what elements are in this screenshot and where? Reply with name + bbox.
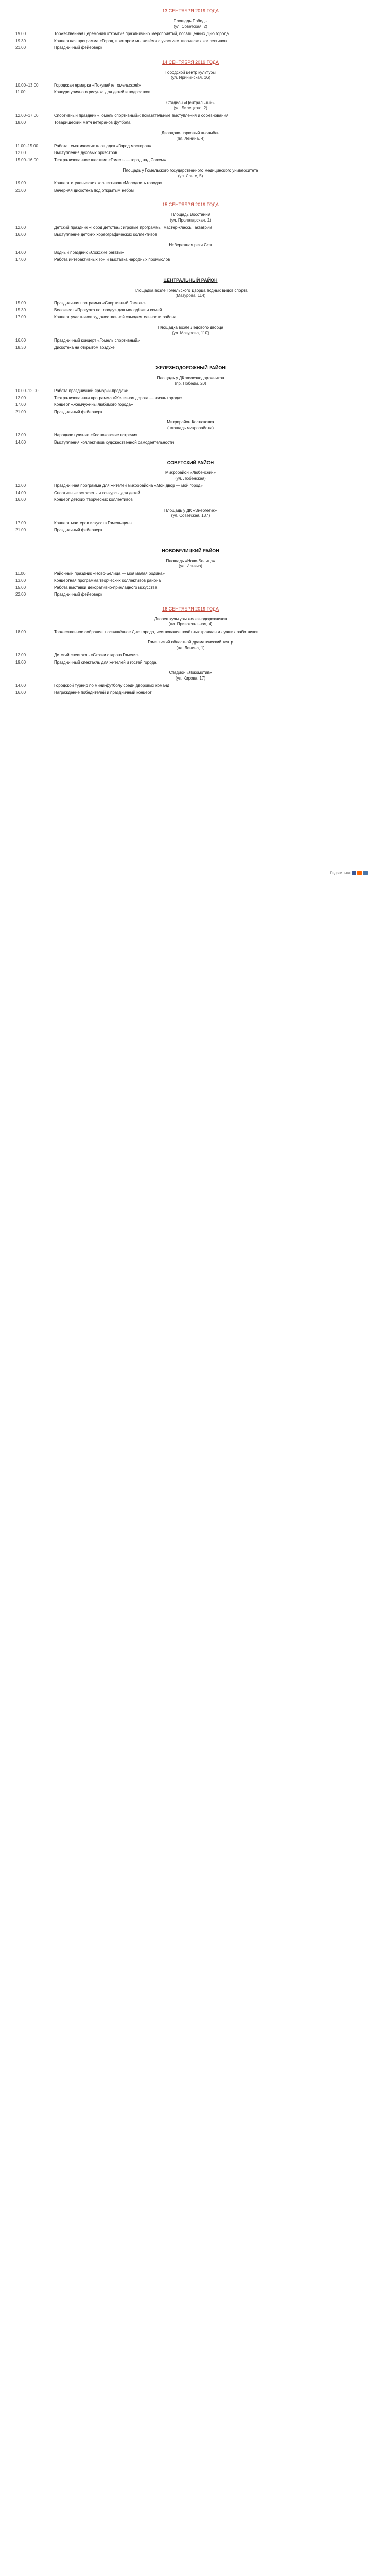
venue-name: Площадь у Гомельского государственного медицинского университета [123,168,258,173]
schedule-row [15,521,366,527]
venue-address: (ул. Пролетарская, 1) [170,217,211,223]
time-label: 18.30 [15,345,26,350]
venue-name: Дворец культуры железнодорожников [154,616,227,621]
time-label: 19.30 [15,38,26,43]
district-heading: НОВОБЕЛИЦКИЙ РАЙОН [162,548,219,553]
venue-address: (пл. Ленина, 4) [176,136,205,141]
share-label: Поделиться: [330,871,351,875]
venue-address: (Мазурова, 114) [175,293,206,298]
district-heading: ЦЕНТРАЛЬНЫЙ РАЙОН [163,277,218,283]
event-description: Театрализованная программа «Железная дорога — жизнь города» [54,395,183,400]
venue-name: Микрорайон «Любенский» [165,470,216,475]
schedule-row [15,585,366,591]
schedule-row [15,301,366,307]
venue-name: Набережная реки Сож [169,243,212,247]
schedule-row [15,433,366,438]
venue-name: Площадка возле Ледового дворца [158,325,223,330]
event-description: Праздничный фейерверк [54,409,102,414]
time-label: 22.00 [15,592,26,597]
venue-block [15,288,366,299]
facebook-icon[interactable] [352,871,356,875]
event-description: Народное гуляние «Костюковские встречи» [54,433,138,437]
event-description: Работа выставки декоративно-прикладного искусства [54,585,158,590]
schedule-row [15,315,366,320]
section-spacer [15,599,366,603]
venue-name: Дворцово-парковый ансамбль [161,130,220,135]
venue-block [15,470,366,481]
event-description: Спортивный праздник «Гомель спортивный»: показательные выступления и соревнования [54,113,229,118]
time-label: 11.00–15.00 [15,143,38,148]
venue-block [15,131,366,142]
event-description: Концерт мастеров искусств Гомельщины [54,520,133,526]
venue-block [15,243,366,248]
time-label: 15.00 [15,300,26,306]
time-label: 14.00 [15,683,26,688]
section-spacer [15,264,366,268]
schedule-row [15,571,366,577]
time-label: 21.00 [15,528,26,532]
time-label: 10.00–12.00 [15,388,39,393]
event-description: Районный праздник «Ново-Белица — моя малая родина» [54,571,165,576]
time-label: 16.00 [15,690,26,695]
vk-icon[interactable] [363,871,368,875]
event-description: Праздничная программа для жителей микрорайона «Мой двор — мой город» [54,483,203,488]
event-description: Театрализованное шествие «Гомель — город над Сожем» [54,157,166,162]
event-description: Детский спектакль «Сказки старого Гомеля» [54,653,139,657]
event-description: Товарищеский матч ветеранов футбола [54,120,131,125]
time-label: 21.00 [15,409,26,414]
venue-block [15,325,366,336]
event-description: Праздничный фейерверк [54,45,102,50]
time-label: 12.00 [15,395,26,400]
venue-address: (ул. Ланге, 5) [178,173,203,178]
schedule-row [15,388,366,394]
section-spacer [15,195,366,199]
time-label: 16.00 [15,497,26,502]
event-description: Выступления коллективов художественной самодеятельности [54,439,174,445]
time-label: 21.00 [15,188,26,193]
time-label: 14.00 [15,250,26,255]
event-description: Городская ярмарка «Покупайте гомельское!» [54,82,141,88]
time-label: 18.00 [15,120,26,125]
venue-block [15,558,366,569]
schedule-row [15,396,366,401]
venue-address: (ул. Советская, 137) [171,513,210,518]
ok-icon[interactable] [357,871,362,875]
venue-address: (ул. Ирининская, 16) [170,75,211,80]
venue-block [15,640,366,651]
time-label: 12.00–17.00 [15,113,39,118]
event-description: Дискотека на открытом воздухе [54,345,115,350]
time-label: 17.00 [15,257,26,262]
event-description: Водный праздник «Сожские регаты» [54,250,124,255]
time-label: 19.00 [15,181,26,185]
event-description: Работа интерактивных зон и выставка народных промыслов [54,257,170,262]
schedule-row [15,578,366,584]
venue-name: Стадион «Центральный» [166,100,215,105]
schedule-row [15,188,366,194]
venue-block [15,168,366,179]
time-label: 12.00 [15,483,26,488]
event-description: Награждение победителей и праздничный концерт [54,690,152,695]
time-label: 16.00 [15,338,26,343]
event-description: Праздничная программа «Спортивный Гомель» [54,300,146,306]
venue-name: Гомельский областной драматический театр [148,640,233,645]
venue-name: Площадь «Ново-Белица» [166,558,215,563]
event-description: Выступления духовых оркестров [54,150,117,155]
date-heading: 15 СЕНТЯБРЯ 2019 ГОДА [162,202,219,207]
venue-block [15,100,366,111]
time-label: 14.00 [15,490,26,495]
time-label: 13.00 [15,578,26,583]
time-label: 12.00 [15,150,26,155]
schedule-row [15,345,366,351]
schedule-row [15,113,366,119]
date-heading: 14 СЕНТЯБРЯ 2019 ГОДА [162,59,219,65]
district-heading: СОВЕТСКИЙ РАЙОН [167,460,214,465]
time-label: 12.00 [15,433,26,437]
event-description: Спортивные эстафеты и конкурсы для детей [54,490,140,495]
venue-address: (площадь микрорайона) [167,425,214,430]
event-description: Концертная программа творческих коллективов района [54,578,161,583]
schedule-row [15,250,366,256]
date-heading: 16 СЕНТЯБРЯ 2019 ГОДА [162,606,219,612]
event-description: Конкурс уличного рисунка для детей и подростков [54,90,151,94]
district-heading: ЖЕЛЕЗНОДОРОЖНЫЙ РАЙОН [155,365,226,370]
schedule-row [15,653,366,658]
venue-address: (пл. Ленина, 1) [176,645,205,650]
section-spacer [15,447,366,451]
venue-name: Площадь Победы [173,19,208,23]
schedule-row [15,497,366,503]
schedule-row [15,181,366,187]
section-spacer [15,53,366,57]
date-heading: 13 СЕНТЯБРЯ 2019 ГОДА [162,8,219,13]
schedule-row [15,308,366,313]
schedule-row [15,410,366,415]
schedule-row [15,660,366,666]
schedule-row [15,150,366,156]
schedule-row [15,39,366,44]
venue-name: Микрорайон Костюковка [167,420,214,425]
event-description: Праздничный фейерверк [54,528,102,532]
schedule-row [15,232,366,238]
event-description: Торжественное собрание, посвящённое Дню города, чествование почётных граждан и лучших работников [54,629,259,634]
time-label: 16.00 [15,232,26,237]
schedule-row [15,490,366,496]
event-description: Работа тематических площадок «Город мастеров» [54,143,151,148]
venue-block [15,420,366,431]
venue-address: (ул. Ильича) [179,564,202,568]
event-description: Концерт студенческих коллективов «Молодость города» [54,181,163,185]
schedule-row [15,592,366,598]
venue-address: (ул. Билецкого, 2) [174,106,207,110]
time-label: 15.00–16.00 [15,157,39,162]
venue-block [15,19,366,29]
schedule-row [15,90,366,95]
schedule-row [15,402,366,408]
venue-address: (ул. Любенская) [175,476,206,481]
schedule-row [15,690,366,696]
schedule-row [15,31,366,37]
venue-block [15,670,366,681]
section-spacer [15,535,366,539]
time-label: 18.00 [15,629,26,634]
venue-name: Площадь у ДК «Энергетик» [164,507,217,513]
schedule-row [15,158,366,163]
event-description: Вечерняя дискотека под открытым небом [54,188,134,193]
event-description: Концерт детских творческих коллективов [54,497,133,502]
time-label: 21.00 [15,45,26,50]
venue-name: Площадка возле Гомельского Дворца водных видов спорта [133,287,248,293]
venue-block [15,376,366,386]
venue-name: Площадь Восстания [170,212,211,217]
time-label: 17.00 [15,520,26,526]
venue-block [15,212,366,223]
schedule-row [15,120,366,126]
event-description: Выступление детских хореографических коллективов [54,232,158,237]
time-label: 15.30 [15,308,26,312]
venue-address: (ул. Советская, 2) [174,24,207,29]
schedule-row [15,45,366,51]
venue-block [15,508,366,519]
section-spacer [15,697,366,701]
schedule-row [15,83,366,89]
time-label: 15.00 [15,585,26,590]
time-label: 14.00 [15,439,26,445]
event-description: Велоквест «Прогулка по городу» для молодёжи и семей [54,308,162,312]
schedule-row [15,144,366,149]
venue-address: (пл. Привокзальная, 4) [168,622,213,626]
event-description: Концертная программа «Город, в котором мы живём» с участием творческих коллективов [54,38,227,43]
time-label: 12.00 [15,653,26,657]
time-label: 17.00 [15,314,26,319]
schedule-row [15,528,366,533]
time-label: 17.00 [15,402,26,407]
time-label: 19.00 [15,659,26,665]
schedule-row [15,630,366,635]
venue-address: (пр. Победы, 20) [175,381,206,386]
venue-address: (ул. Мазурова, 110) [172,330,209,335]
schedule-row [15,440,366,446]
venue-block [15,70,366,81]
schedule-row [15,483,366,489]
event-description: Детский праздник «Город детства»: игровые программы, мастер-классы, аквагрим [54,225,212,230]
event-schedule [15,5,366,701]
time-label: 12.00 [15,225,26,230]
venue-block [15,617,366,628]
time-label: 10.00–13.00 [15,82,39,88]
event-description: Праздничный спектакль для жителей и гостей города [54,659,157,665]
venue-name: Площадь у ДК железнодорожников [157,376,224,380]
time-label: 19.00 [15,31,26,36]
schedule-row [15,338,366,344]
venue-address: (ул. Кирова, 17) [175,675,206,681]
schedule-row [15,257,366,263]
event-description: Концерт «Жемчужины любимого города» [54,402,133,407]
schedule-row [15,225,366,231]
event-description: Концерт участников художественной самодеятельности района [54,314,177,319]
event-description: Праздничный фейерверк [54,592,102,597]
venue-name: Городской центр культуры [165,70,216,75]
section-spacer [15,352,366,356]
event-description: Работа праздничной ярмарки-продажи [54,388,129,393]
schedule-row [15,683,366,689]
event-description: Праздничный концерт «Гомель спортивный» [54,338,140,343]
event-description: Торжественная церемония открытия праздничных мероприятий, посвящённых Дню города [54,31,229,36]
event-description: Городской турнир по мини-футболу среди дворовых команд [54,683,170,688]
time-label: 11.00 [15,571,26,576]
share-widget [330,871,368,875]
time-label: 11.00 [15,90,26,94]
venue-name: Стадион «Локомотив» [169,670,212,675]
